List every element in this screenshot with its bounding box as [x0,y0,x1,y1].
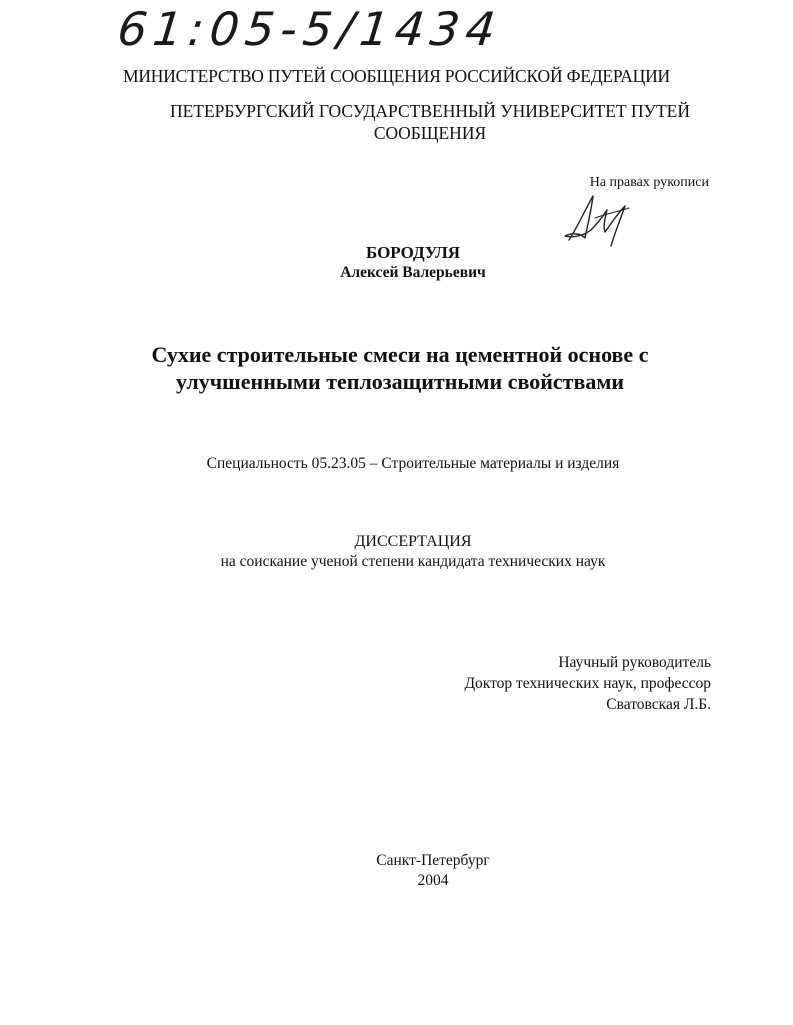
signature-mark [555,188,635,250]
university-line-2: СООБЩЕНИЯ [373,123,487,143]
author-name: Алексей Валерьевич [340,264,486,281]
ministry-heading: МИНИСТЕРСТВО ПУТЕЙ СООБЩЕНИЯ РОССИЙСКОЙ ФЕДЕРАЦИИ [123,66,670,86]
university-line-1: ПЕТЕРБУРГСКИЙ ГОСУДАРСТВЕННЫЙ УНИВЕРСИТЕТ ПУТЕЙ [169,101,691,121]
degree-line: на соискание ученой степени кандидата технических наук [220,553,606,570]
advisor-block [380,652,711,715]
advisor-role: Научный руководитель [558,654,711,671]
advisor-credentials: Доктор технических наук, профессор [464,675,711,692]
advisor-name: Сватовская Л.Б. [606,696,711,713]
author-surname: БОРОДУЛЯ [365,243,461,262]
thesis-title-line-1: Сухие строительные смеси на цементной основе с [151,342,649,367]
manuscript-note: На правах рукописи [589,175,709,190]
archive-number-handwritten: 61:05-5/1434 [115,2,504,56]
specialty-line: Специальность 05.23.05 – Строительные материалы и изделия [206,455,620,472]
city: Санкт-Петербург [376,852,490,869]
university-heading [150,100,710,144]
thesis-title-line-2: улучшенными теплозащитными свойствами [175,369,624,394]
year: 2004 [417,872,449,889]
thesis-title [100,341,700,395]
dissertation-label: ДИССЕРТАЦИЯ [354,533,472,550]
